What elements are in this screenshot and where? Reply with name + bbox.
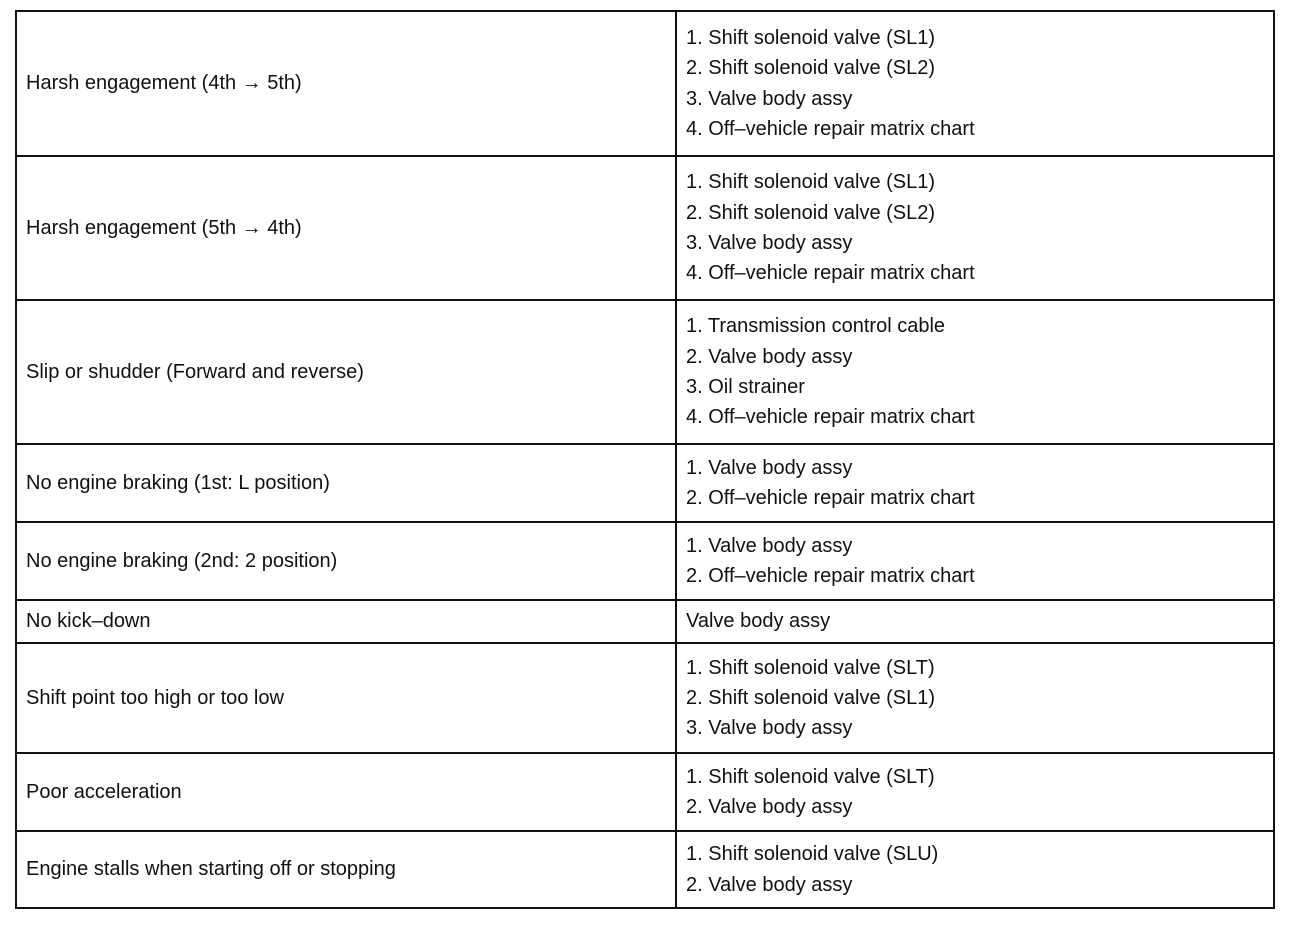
- suspected-area-cell: [676, 444, 1274, 522]
- table-row: [16, 300, 1274, 444]
- symptom-cell: No engine braking (1st: L position): [16, 444, 676, 522]
- symptom-cell: Shift point too high or too low: [16, 643, 676, 753]
- table-row: [16, 156, 1274, 300]
- symptom-cell: Harsh engagement (4th → 5th): [16, 11, 676, 156]
- suspected-area-item: 2. Shift solenoid valve (SL2): [686, 57, 936, 80]
- suspected-area-item: Valve body assy: [686, 610, 831, 633]
- suspected-area-item: 1. Shift solenoid valve (SLT): [686, 765, 935, 788]
- suspected-area-item: 1. Valve body assy: [686, 456, 853, 479]
- table-row: [16, 444, 1274, 522]
- suspected-area-item: 1. Valve body assy: [686, 534, 853, 557]
- suspected-area-item: 3. Valve body assy: [686, 717, 853, 740]
- suspected-area-item: 4. Off–vehicle repair matrix chart: [686, 117, 975, 140]
- suspected-area-cell: [676, 300, 1274, 444]
- suspected-area-item: 1. Shift solenoid valve (SL1): [686, 26, 936, 49]
- suspected-area-item: 2. Valve body assy: [686, 345, 853, 368]
- table-row: [16, 600, 1274, 643]
- suspected-area-cell: [676, 643, 1274, 753]
- table-row: [16, 643, 1274, 753]
- suspected-area-item: 4. Off–vehicle repair matrix chart: [686, 406, 975, 429]
- suspected-area-cell: [676, 831, 1274, 908]
- table-body: [16, 11, 1274, 908]
- symptom-cell: Engine stalls when starting off or stopping: [16, 831, 676, 908]
- suspected-area-item: 2. Off–vehicle repair matrix chart: [686, 487, 975, 509]
- table-row: [16, 11, 1274, 156]
- table-row: [16, 831, 1274, 908]
- symptom-cell: No kick–down: [16, 600, 676, 643]
- suspected-area-cell: [676, 522, 1274, 600]
- suspected-area-item: 1. Shift solenoid valve (SL1): [686, 171, 936, 194]
- symptom-cell: No engine braking (2nd: 2 position): [16, 522, 676, 600]
- suspected-area-item: 1. Shift solenoid valve (SLU): [686, 843, 939, 866]
- suspected-area-item: 2. Valve body assy: [686, 796, 853, 818]
- suspected-area-item: 2. Shift solenoid valve (SL1): [686, 686, 936, 709]
- suspected-area-cell: [676, 600, 1274, 643]
- suspected-area-cell: [676, 753, 1274, 831]
- suspected-area-item: 2. Shift solenoid valve (SL2): [686, 201, 936, 224]
- suspected-area-item: 2. Valve body assy: [686, 873, 853, 896]
- table-row: [16, 522, 1274, 600]
- symptom-cell: Slip or shudder (Forward and reverse): [16, 300, 676, 444]
- table-row: [16, 753, 1274, 831]
- suspected-area-item: 2. Off–vehicle repair matrix chart: [686, 565, 975, 587]
- suspected-area-item: 1. Transmission control cable: [686, 315, 946, 338]
- suspected-area-item: 1. Shift solenoid valve (SLT): [686, 656, 935, 679]
- suspected-area-cell: [676, 11, 1274, 156]
- suspected-area-item: 3. Valve body assy: [686, 232, 853, 254]
- suspected-area-item: 3. Oil strainer: [686, 376, 805, 398]
- symptom-cell: Harsh engagement (5th → 4th): [16, 156, 676, 300]
- troubleshooting-table: [15, 10, 1275, 909]
- suspected-area-item: 3. Valve body assy: [686, 87, 853, 110]
- suspected-area-cell: [676, 156, 1274, 300]
- symptom-cell: Poor acceleration: [16, 753, 676, 831]
- suspected-area-item: 4. Off–vehicle repair matrix chart: [686, 262, 975, 285]
